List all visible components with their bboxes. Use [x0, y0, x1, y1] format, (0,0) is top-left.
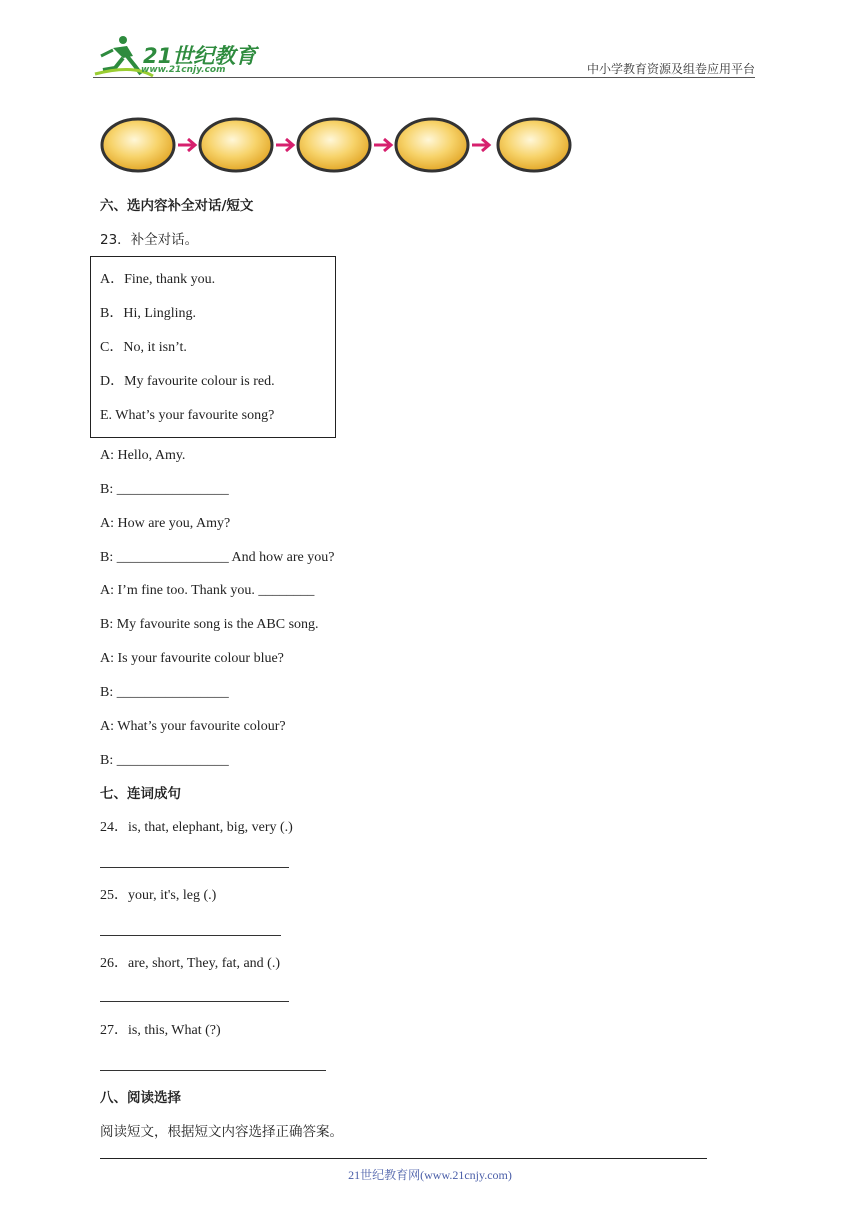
- answer-line-24[interactable]: [100, 867, 289, 868]
- oval-2: [200, 119, 272, 171]
- answer-line-27[interactable]: [100, 1070, 326, 1071]
- arrow-icon: [374, 139, 391, 151]
- dialogue-blank[interactable]: B: ________________ And how are you?: [100, 550, 335, 565]
- oval-5: [498, 119, 570, 171]
- option-d: D．My favourite colour is red.: [100, 374, 275, 389]
- section-eight-title: 八、阅读选择: [100, 1090, 181, 1106]
- dialogue-line: B: My favourite song is the ABC song.: [100, 617, 319, 632]
- section-seven-title: 七、连词成句: [100, 786, 181, 802]
- dialogue-blank[interactable]: B: ________________: [100, 482, 229, 497]
- dialogue-blank[interactable]: A: I’m fine too. Thank you. ________: [100, 583, 315, 598]
- logo-text: 21世纪教育: [143, 44, 257, 68]
- dialogue-line: A: Is your favourite colour blue?: [100, 651, 284, 666]
- section-six-title: 六、选内容补全对话/短文: [100, 198, 254, 214]
- oval-3: [298, 119, 370, 171]
- question-26: 26．are, short, They, fat, and (.): [100, 956, 280, 971]
- dialogue-blank[interactable]: B: ________________: [100, 685, 229, 700]
- dialogue-line: A: Hello, Amy.: [100, 448, 186, 463]
- answer-line-25[interactable]: [100, 935, 281, 936]
- oval-sequence-diagram: [98, 111, 576, 179]
- answer-line-26[interactable]: [100, 1001, 289, 1002]
- option-b: B．Hi, Lingling.: [100, 306, 197, 321]
- option-c: C．No, it isn’t.: [100, 340, 187, 355]
- question-23: 23．补全对话。: [100, 232, 199, 248]
- question-27: 27．is, this, What (?): [100, 1023, 221, 1038]
- header-divider: [93, 77, 755, 78]
- dialogue-line: A: How are you, Amy?: [100, 516, 231, 531]
- arrow-icon: [276, 139, 293, 151]
- reading-instruction: 阅读短文，根据短文内容选择正确答案。: [100, 1124, 343, 1140]
- option-e: E. What’s your favourite song?: [100, 408, 275, 423]
- dialogue-line: A: What’s your favourite colour?: [100, 719, 286, 734]
- question-25: 25．your, it's, leg (.): [100, 888, 217, 903]
- question-24: 24．is, that, elephant, big, very (.): [100, 820, 293, 835]
- header-platform-text: 中小学教育资源及组卷应用平台: [586, 62, 755, 76]
- logo-url: www.21cnjy.com: [141, 65, 226, 75]
- option-a: A．Fine, thank you.: [100, 272, 216, 287]
- dialogue-blank[interactable]: B: ________________: [100, 753, 229, 768]
- arrow-icon: [472, 139, 489, 151]
- arrow-icon: [178, 139, 195, 151]
- footer-link[interactable]: 21世纪教育网(www.21cnjy.com): [348, 1168, 512, 1182]
- oval-1: [102, 119, 174, 171]
- footer-divider: [100, 1158, 707, 1159]
- oval-4: [396, 119, 468, 171]
